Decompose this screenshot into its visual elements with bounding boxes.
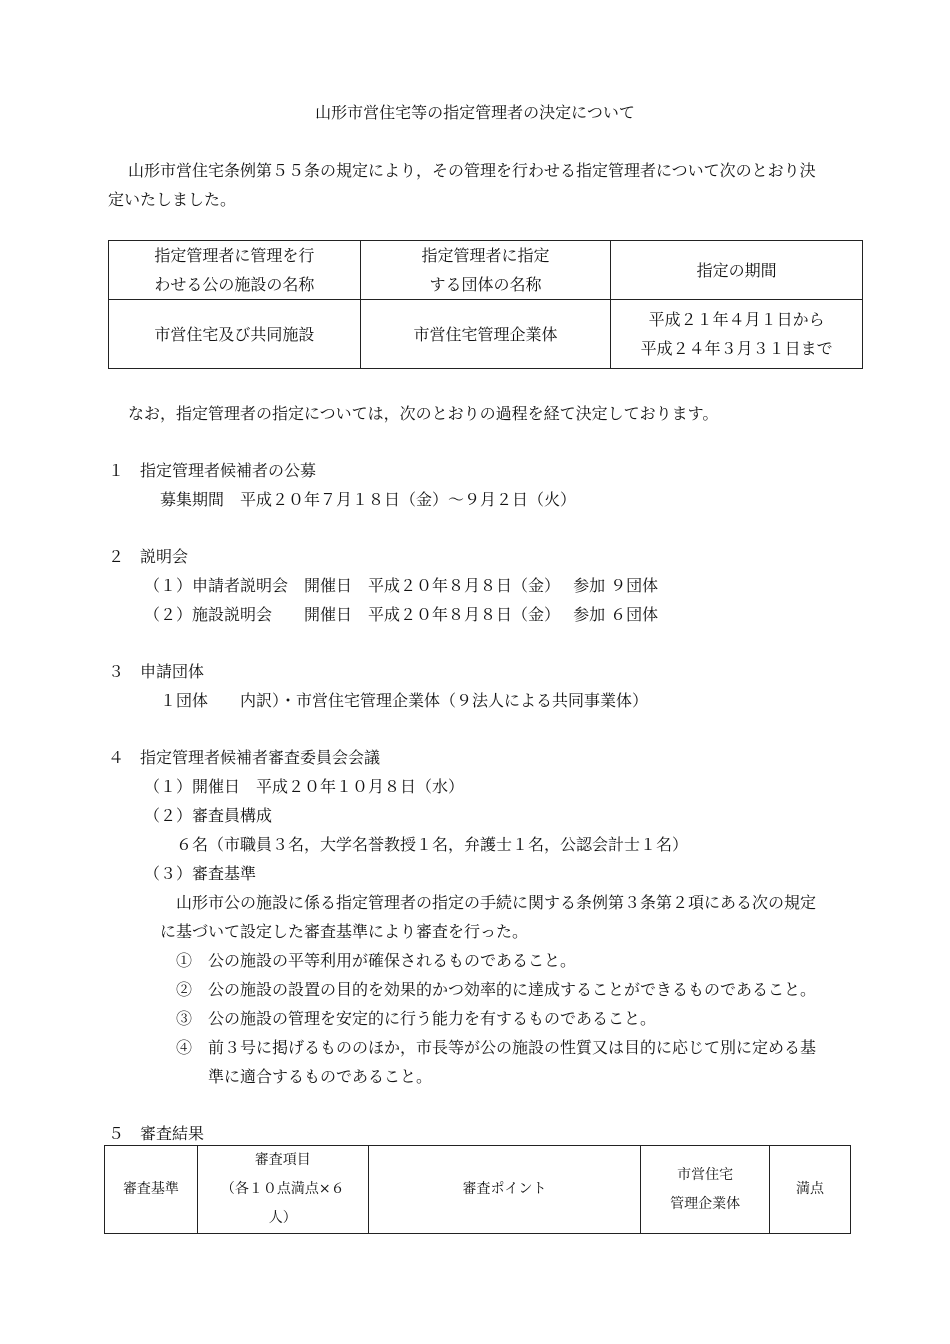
criterion-3: ③ 公の施設の管理を安定的に行う能力を有するものであること。 <box>176 1009 657 1028</box>
criterion-4-line-2: 準に適合するものであること。 <box>208 1067 433 1086</box>
section-4-item-2: （２）審査員構成 <box>144 806 273 825</box>
section-1-line: 募集期間 平成２０年７月１８日（金）～９月２日（火） <box>160 490 577 509</box>
header-max-score: 満点 <box>770 1146 851 1234</box>
header-review-items: 審査項目 （各１０点満点×６ 人） <box>197 1146 368 1234</box>
designation-table <box>108 240 863 369</box>
cell-organization: 市営住宅管理企業体 <box>360 300 611 369</box>
intro-line-2: 定いたしました。 <box>108 190 237 209</box>
header-designation-period: 指定の期間 <box>611 241 863 300</box>
header-organization-name: 指定管理者に指定 する団体の名称 <box>360 241 611 300</box>
section-3-heading: ３ 申請団体 <box>108 662 205 681</box>
section-4-item-2-detail: ６名（市職員３名，大学名誉教授１名，弁護士１名，公認会計士１名） <box>176 835 689 854</box>
header-facility-name: 指定管理者に管理を行 わせる公の施設の名称 <box>109 241 361 300</box>
table-header-row <box>109 241 863 300</box>
section-4-heading: ４ 指定管理者候補者審査委員会会議 <box>108 748 381 767</box>
review-results-table <box>104 1145 851 1234</box>
section-2-item-1: （１）申請者説明会 開催日 平成２０年８月８日（金） 参加 ９団体 <box>144 576 659 595</box>
header-criteria: 審査基準 <box>105 1146 198 1234</box>
cell-period: 平成２１年４月１日から 平成２４年３月３１日まで <box>611 300 863 369</box>
section-4-item-1: （１）開催日 平成２０年１０月８日（水） <box>144 777 465 796</box>
section-2-heading: ２ 説明会 <box>108 547 189 566</box>
criterion-4-line-1: ④ 前３号に掲げるもののほか，市長等が公の施設の性質又は目的に応じて別に定める基 <box>176 1038 817 1057</box>
criteria-paragraph-line-1: 山形市公の施設に係る指定管理者の指定の手続に関する条例第３条第２項にある次の規定 <box>176 893 817 912</box>
section-2-item-2: （２）施設説明会 開催日 平成２０年８月８日（金） 参加 ６団体 <box>144 605 659 624</box>
cell-facility: 市営住宅及び共同施設 <box>109 300 361 369</box>
table-header-row <box>105 1146 851 1234</box>
intro-line-1: 山形市営住宅条例第５５条の規定により，その管理を行わせる指定管理者について次のとおり決 <box>128 161 816 180</box>
section-4-item-3: （３）審査基準 <box>144 864 257 883</box>
page-title: 山形市営住宅等の指定管理者の決定について <box>315 103 635 122</box>
section-3-line: １団体 内訳）・市営住宅管理企業体（９法人による共同事業体） <box>160 691 649 710</box>
criterion-2: ② 公の施設の設置の目的を効果的かつ効率的に達成することができるものであること。 <box>176 980 817 999</box>
process-note: なお，指定管理者の指定については，次のとおりの過程を経て決定しております。 <box>128 404 719 423</box>
criterion-1: ① 公の施設の平等利用が確保されるものであること。 <box>176 951 577 970</box>
criteria-paragraph-line-2: に基づいて設定した審査基準により審査を行った。 <box>160 922 529 941</box>
section-1-heading: １ 指定管理者候補者の公募 <box>108 461 317 480</box>
section-5-heading: ５ 審査結果 <box>108 1124 205 1143</box>
table-row <box>109 300 863 369</box>
header-organization: 市営住宅 管理企業体 <box>641 1146 770 1234</box>
header-review-points: 審査ポイント <box>368 1146 641 1234</box>
